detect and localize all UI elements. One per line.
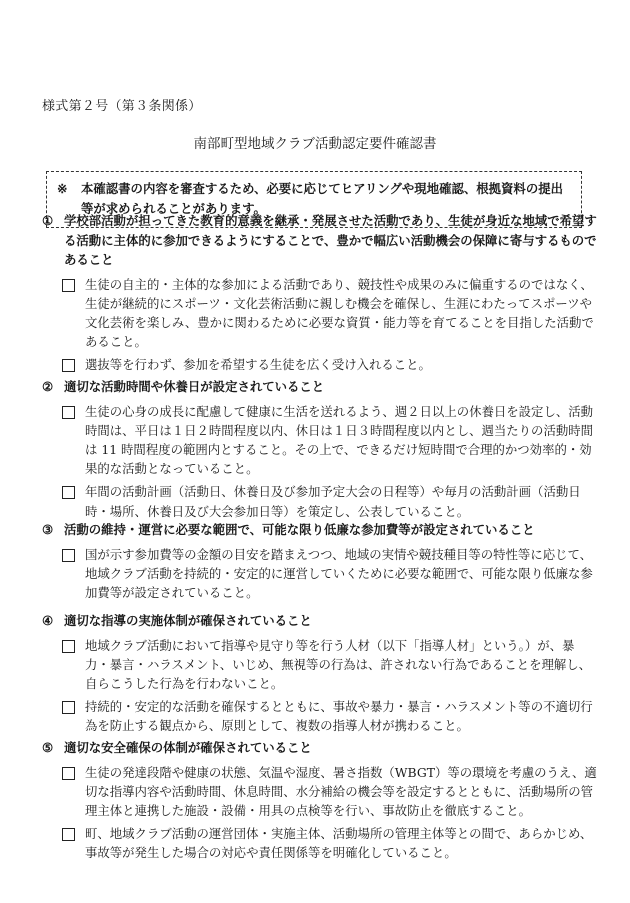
requirement-item: [58, 824, 598, 862]
requirement-section-1: [42, 211, 598, 379]
checkbox[interactable]: [62, 486, 75, 499]
document-title: 南部町型地域クラブ活動認定要件確認書: [193, 136, 437, 152]
section-heading: 活動の維持・運営に必要な範囲で、可能な限り低廉な参加費等が設定されていること: [64, 522, 535, 537]
section-number: ②: [42, 379, 54, 394]
section-heading: 学校部活動が担ってきた教育的意義を継承・発展させた活動であり、生徒が身近な地域で希望する活動に主体的に参加できるようにすることで、豊かで幅広い活動機会の保障に寄与するものであること: [64, 213, 597, 267]
requirement-text: 年間の活動計画（活動日、休養日及び参加予定大会の日程等）や毎月の活動計画（活動日時・場所、休養日及び大会参加日等）を策定し、公表していること。: [85, 484, 581, 519]
requirement-item: [58, 697, 598, 735]
section-heading: 適切な安全確保の体制が確保されていること: [64, 740, 312, 755]
requirement-item: [58, 402, 598, 479]
checkbox[interactable]: [62, 279, 75, 292]
requirement-text: 生徒の心身の成長に配慮して健康に生活を送れるよう、週２日以上の休養日を設定し、活動時間は、平日は１日２時間程度以内、休日は１日３時間程度以内とし、週当たりの活動時間は 11 時間程度の範囲内とすること。その上で、できるだけ短時間で合理的かつ効率的・効果的な活動となっていること。: [85, 403, 594, 477]
checkbox[interactable]: [62, 767, 75, 780]
requirement-text: 持続的・安定的な活動を確保するとともに、事故や暴力・暴言・ハラスメント等の不適切行為を防止する観点から、原則として、複数の指導人材が携わること。: [85, 699, 593, 734]
requirement-item: [58, 636, 598, 694]
section-heading: 適切な指導の実施体制が確保されていること: [64, 613, 312, 628]
requirement-item: [58, 545, 598, 603]
requirement-text: 国が示す参加費等の金額の目安を踏まえつつ、地域の実情や競技種目等の特性等に応じて、地域クラブ活動を持続的・安定的に運営していくために必要な範囲で、可能な限り低廉な参加費等が設定されていること。: [85, 546, 593, 600]
checkbox[interactable]: [62, 640, 75, 653]
section-number: ④: [42, 613, 54, 628]
requirement-item: [58, 482, 598, 520]
notice-text: 本確認書の内容を審査するため、必要に応じてヒアリングや現地確認、根拠資料の提出等が求められることがあります。: [81, 181, 563, 216]
requirement-item: [58, 275, 598, 352]
requirement-item: [58, 763, 598, 821]
requirement-text: 地域クラブ活動において指導や見守り等を行う人材（以下「指導人材」という。）が、暴力・暴言・ハラスメント、いじめ、無視等の行為は、許されない行為であることを理解し、自らこうした行為を行わないこと。: [85, 637, 592, 691]
requirement-section-5: [42, 738, 598, 867]
requirement-text: 町、地域クラブ活動の運営団体・実施主体、活動場所の管理主体等との間で、あらかじめ、事故等が発生した場合の対応や責任関係等を明確化していること。: [85, 826, 593, 861]
requirement-text: 選抜等を行わず、参加を希望する生徒を広く受け入れること。: [85, 357, 431, 373]
section-number: ③: [42, 522, 54, 537]
checkbox[interactable]: [62, 359, 75, 372]
checkbox[interactable]: [62, 406, 75, 419]
requirement-item: [58, 355, 598, 374]
requirement-section-4: [42, 611, 598, 740]
requirement-section-3: [42, 520, 598, 606]
form-number: 様式第２号（第３条関係）: [42, 99, 202, 114]
checkbox[interactable]: [62, 701, 75, 714]
notice-mark: ※: [57, 181, 68, 196]
requirement-section-2: [42, 377, 598, 525]
section-number: ①: [42, 213, 54, 228]
section-number: ⑤: [42, 740, 54, 755]
requirement-text: 生徒の発達段階や健康の状態、気温や湿度、暑さ指数（WBGT）等の環境を考慮のうえ、適切な指導内容や活動時間、休息時間、水分補給の機会等を設定するとともに、活動場所の管理主体と連携した施設・設備・用具の点検等を行い、事故防止を徹底すること。: [85, 764, 597, 818]
section-heading: 適切な活動時間や休養日が設定されていること: [64, 379, 325, 394]
checkbox[interactable]: [62, 828, 75, 841]
requirement-text: 生徒の自主的・主体的な参加による活動であり、競技性や成果のみに偏重するのではなく、生徒が継続的にスポーツ・文化芸術活動に親しむ機会を確保し、生涯にわたってスポーツや文化芸術を楽しみ、豊かに関わるために必要な資質・能力等を育てることを目指した活動であること。: [85, 276, 594, 350]
checkbox[interactable]: [62, 549, 75, 562]
